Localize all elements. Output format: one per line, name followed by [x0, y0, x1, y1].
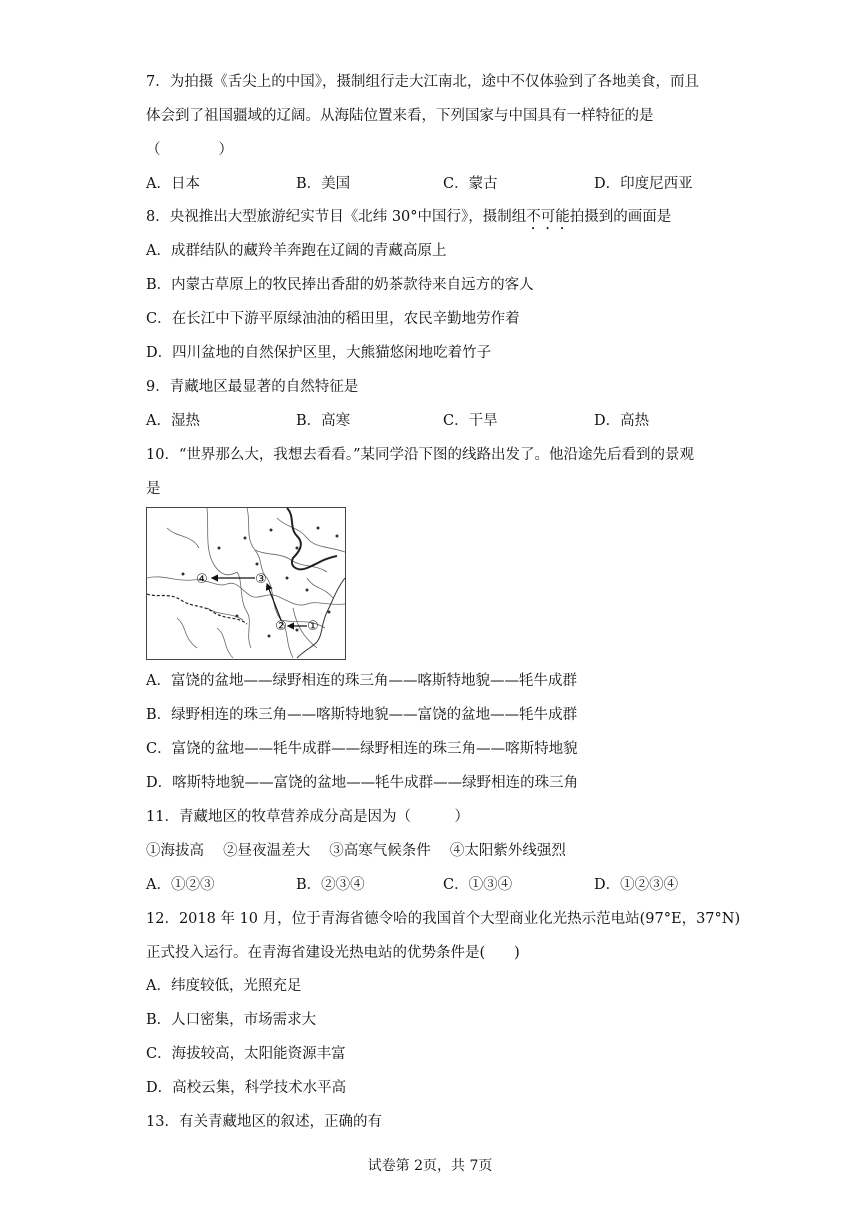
option-a: A．日本 [146, 176, 200, 192]
q11-items: ①海拔高 ②昼夜温差大 ③高寒气候条件 ④太阳紫外线强烈 [146, 843, 566, 859]
map-label-3: ③ [255, 572, 267, 587]
map-label-4: ④ [196, 572, 208, 587]
map-label-2: ② [275, 619, 287, 634]
q8-option-d: D．四川盆地的自然保护区里，大熊猫悠闲地吃着竹子 [146, 345, 492, 361]
option-a: A．①②③ [146, 877, 215, 893]
option-b: B．美国 [296, 176, 351, 192]
map-label-1: ① [307, 619, 319, 634]
q10-option-a: A．富饶的盆地——绿野相连的珠三角——喀斯特地貌——牦牛成群 [146, 673, 577, 689]
option-c: C．①③④ [443, 877, 513, 893]
q10-option-b: B．绿野相连的珠三角——喀斯特地貌——富饶的盆地——牦牛成群 [146, 707, 578, 723]
q10-option-d: D．喀斯特地貌——富饶的盆地——牦牛成群——绿野相连的珠三角 [146, 775, 579, 791]
q12-option-c: C．海拔较高，太阳能资源丰富 [146, 1046, 346, 1062]
route-map [146, 507, 346, 660]
option-c: C．干旱 [443, 413, 498, 429]
q12-option-d: D．高校云集，科学技术水平高 [146, 1080, 347, 1096]
option-a: A．湿热 [146, 413, 200, 429]
q9-options [146, 411, 746, 431]
option-d: D．高热 [594, 413, 650, 429]
q8-option-b: B．内蒙古草原上的牧民捧出香甜的奶茶款待来自远方的客人 [146, 277, 534, 293]
q12-option-b: B．人口密集，市场需求大 [146, 1012, 317, 1028]
option-d: D．印度尼西亚 [594, 176, 693, 192]
route-map-svg [147, 508, 345, 659]
option-b: B．②③④ [296, 877, 365, 893]
option-d: D．①②③④ [594, 877, 679, 893]
q7-answer-blank: （ ） [146, 142, 233, 158]
q8-stem-after: 拍摄到的画面是 [569, 209, 672, 225]
option-b: B．高寒 [296, 413, 351, 429]
q11-options [146, 875, 746, 895]
q7-options [146, 174, 746, 194]
q8-stem-emphasis: 不可能 [526, 209, 570, 225]
q10-option-c: C．富饶的盆地——牦牛成群——绿野相连的珠三角——喀斯特地貌 [146, 741, 578, 757]
q10-stem-line2: 是 [146, 481, 161, 497]
option-c: C．蒙古 [443, 176, 498, 192]
q13-stem: 13．有关青藏地区的叙述，正确的有 [146, 1114, 382, 1130]
q9-stem: 9．青藏地区最显著的自然特征是 [146, 379, 359, 395]
q12-stem-line1: 12．2018 年 10 月，位于青海省德令哈的我国首个大型商业化光热示范电站(97°E，37°N) [146, 911, 741, 927]
q8-option-c: C．在长江中下游平原绿油油的稻田里，农民辛勤地劳作着 [146, 311, 520, 327]
q8-stem-before: 8．央视推出大型旅游纪实节目《北纬 30°中国行》，摄制组 [146, 209, 527, 225]
q8-option-a: A．成群结队的藏羚羊奔跑在辽阔的青藏高原上 [146, 243, 447, 259]
q12-stem-line2: 正式投入运行。在青海省建设光热电站的优势条件是( ) [146, 945, 520, 961]
q10-stem-line1: 10．“世界那么大，我想去看看。”某同学沿下图的线路出发了。他沿途先后看到的景观 [146, 447, 695, 463]
q7-stem-line1: 7．为拍摄《舌尖上的中国》，摄制组行走大江南北，途中不仅体验到了各地美食，而且 [146, 74, 699, 90]
q7-stem-line2: 体会到了祖国疆域的辽阔。从海陆位置来看，下列国家与中国具有一样特征的是 [146, 108, 654, 124]
q8-stem [146, 207, 671, 233]
q12-option-a: A．纬度较低，光照充足 [146, 978, 302, 994]
q11-stem: 11．青藏地区的牧草营养成分高是因为（ ） [146, 809, 469, 825]
page-footer: 试卷第 2页，共 7页 [367, 1158, 493, 1174]
